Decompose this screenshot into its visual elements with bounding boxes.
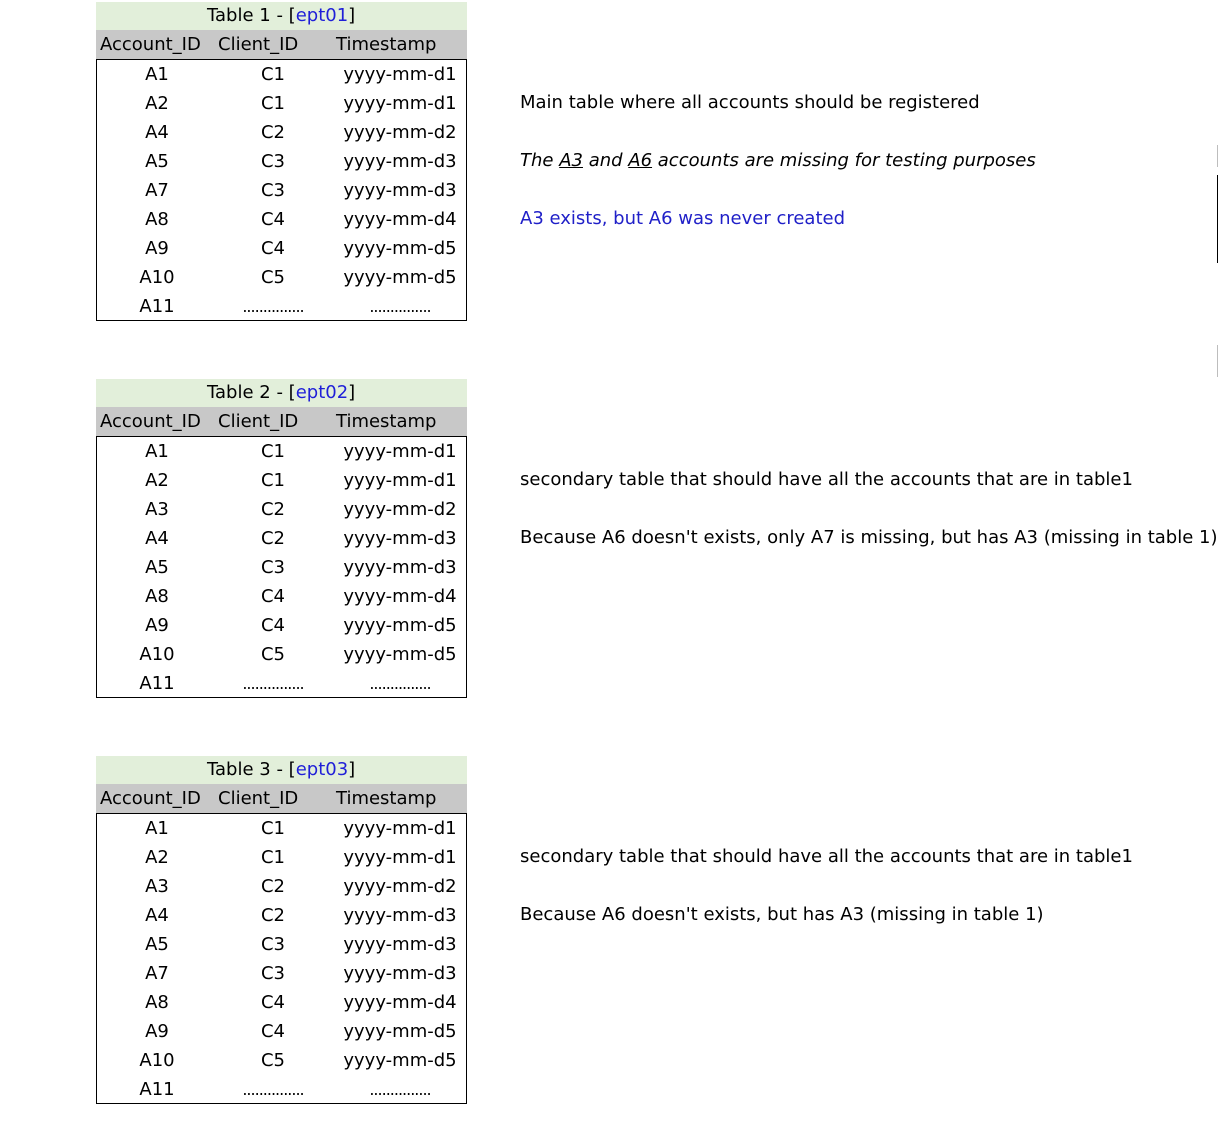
note-table3-because: Because A6 doesn't exists, but has A3 (missing in table 1) [520,904,1044,925]
cell-client-id: C5 [260,1050,286,1071]
table-row [97,147,466,176]
cell-client-id: C3 [260,557,286,578]
cell-account-id: A10 [139,1050,175,1071]
cell-timestamp: yyyy-mm-d3 [343,905,457,926]
table-row [97,205,466,234]
cell-account-id: A5 [145,557,169,578]
cell-account-id: A8 [145,992,169,1013]
table-row [97,437,466,466]
cell-account-id: A11 [139,1079,175,1100]
cell-timestamp: yyyy-mm-d1 [343,847,457,868]
cell-account-id: A10 [139,267,175,288]
cell-account-id: A3 [145,499,169,520]
table-3 [96,756,467,1104]
cell-timestamp: yyyy-mm-d2 [343,122,457,143]
edge-divider [1217,175,1218,263]
cell-account-id: A11 [139,296,175,317]
table-row [97,1075,466,1104]
cell-account-id: A1 [145,64,169,85]
table-row [97,60,466,89]
cell-timestamp: yyyy-mm-d3 [343,151,457,172]
cell-timestamp: yyyy-mm-d5 [343,238,457,259]
table-row [97,959,466,988]
table-2 [96,379,467,698]
table-title [96,756,467,784]
cell-timestamp: yyyy-mm-d3 [343,180,457,201]
cell-client-id: C3 [260,180,286,201]
note-table1-main: Main table where all accounts should be registered [520,92,980,113]
cell-client-id: C2 [260,499,286,520]
cell-timestamp: yyyy-mm-d4 [343,586,457,607]
cell-client-id: C4 [260,586,286,607]
cell-client-id: ............... [242,1080,304,1099]
cell-account-id: A7 [145,180,169,201]
table-row [97,263,466,292]
cell-timestamp: yyyy-mm-d3 [343,528,457,549]
cell-timestamp: yyyy-mm-d1 [343,470,457,491]
table-row [97,524,466,553]
cell-client-id: C2 [260,528,286,549]
cell-account-id: A10 [139,644,175,665]
cell-client-id: C3 [260,151,286,172]
cell-timestamp: yyyy-mm-d1 [343,93,457,114]
note-table2-because: Because A6 doesn't exists, only A7 is missing, but has A3 (missing in table 1) [520,527,1218,548]
cell-timestamp: yyyy-mm-d4 [343,992,457,1013]
cell-account-id: A11 [139,673,175,694]
table-title-text: Table 2 - [ept02] [207,382,356,403]
table-row [97,1017,466,1046]
header-account-id: Account_ID [100,34,201,55]
cell-account-id: A1 [145,441,169,462]
cell-timestamp: yyyy-mm-d2 [343,499,457,520]
cell-account-id: A1 [145,818,169,839]
header-client-id: Client_ID [218,788,299,809]
cell-timestamp: yyyy-mm-d5 [343,615,457,636]
table-1 [96,2,467,321]
cell-client-id: C2 [260,876,286,897]
cell-timestamp: yyyy-mm-d2 [343,876,457,897]
edge-divider [1217,145,1218,167]
cell-client-id: C1 [260,470,286,491]
table-title [96,379,467,407]
cell-client-id: C4 [260,209,286,230]
cell-client-id: ............... [242,674,304,693]
cell-account-id: A2 [145,847,169,868]
header-client-id: Client_ID [218,34,299,55]
cell-client-id: C5 [260,644,286,665]
table-row [97,1046,466,1075]
header-account-id: Account_ID [100,411,201,432]
cell-account-id: A9 [145,238,169,259]
cell-timestamp: yyyy-mm-d3 [343,963,457,984]
table-row [97,988,466,1017]
table-row [97,930,466,959]
cell-client-id: C4 [260,238,286,259]
note-account-a3: A3 [559,150,583,171]
table-row [97,466,466,495]
cell-timestamp: ............... [369,674,431,693]
table-row [97,640,466,669]
table-row [97,582,466,611]
cell-client-id: C5 [260,267,286,288]
note-table1-missing: The A3 and A6 accounts are missing for testing purposes [520,150,1036,171]
table-header [96,784,467,813]
cell-account-id: A8 [145,586,169,607]
cell-client-id: C1 [260,441,286,462]
header-client-id: Client_ID [218,411,299,432]
table-row [97,553,466,582]
header-timestamp: Timestamp [336,411,437,432]
note-table1-exists: A3 exists, but A6 was never created [520,208,846,229]
table-header [96,30,467,59]
header-account-id: Account_ID [100,788,201,809]
table-row [97,118,466,147]
cell-client-id: C1 [260,847,286,868]
cell-client-id: C1 [260,93,286,114]
header-timestamp: Timestamp [336,788,437,809]
cell-timestamp: yyyy-mm-d5 [343,1021,457,1042]
table-row [97,872,466,901]
table-row [97,495,466,524]
note-account-a6: A6 [628,150,653,171]
cell-account-id: A5 [145,934,169,955]
cell-client-id: C2 [260,905,286,926]
cell-account-id: A4 [145,905,169,926]
cell-account-id: A9 [145,1021,169,1042]
table-row [97,89,466,118]
table-name: ept03 [295,759,349,780]
cell-account-id: A5 [145,151,169,172]
header-timestamp: Timestamp [336,34,437,55]
cell-account-id: A4 [145,122,169,143]
cell-account-id: A8 [145,209,169,230]
table-row [97,292,466,321]
note-table3-secondary: secondary table that should have all the accounts that are in table1 [520,846,1133,867]
cell-timestamp: yyyy-mm-d5 [343,644,457,665]
cell-timestamp: yyyy-mm-d3 [343,934,457,955]
table-header [96,407,467,436]
cell-client-id: C4 [260,615,286,636]
cell-timestamp: yyyy-mm-d1 [343,441,457,462]
table-name: ept02 [295,382,349,403]
table-row [97,901,466,930]
table-row [97,234,466,263]
cell-timestamp: ............... [369,1080,431,1099]
table-body [96,813,467,1104]
cell-timestamp: yyyy-mm-d1 [343,818,457,839]
table-row [97,669,466,698]
cell-client-id: C3 [260,963,286,984]
table-title-text: Table 3 - [ept03] [207,759,356,780]
cell-timestamp: yyyy-mm-d5 [343,267,457,288]
cell-client-id: C2 [260,122,286,143]
cell-client-id: C1 [260,818,286,839]
cell-client-id: C4 [260,1021,286,1042]
cell-account-id: A4 [145,528,169,549]
cell-timestamp: yyyy-mm-d5 [343,1050,457,1071]
table-title [96,2,467,30]
cell-account-id: A7 [145,963,169,984]
cell-account-id: A2 [145,470,169,491]
cell-client-id: ............... [242,297,304,316]
table-row [97,611,466,640]
note-table2-secondary: secondary table that should have all the accounts that are in table1 [520,469,1133,490]
cell-client-id: C1 [260,64,286,85]
cell-timestamp: yyyy-mm-d4 [343,209,457,230]
edge-divider [1217,345,1218,377]
table-row [97,843,466,872]
table-row [97,814,466,843]
cell-client-id: C4 [260,992,286,1013]
cell-timestamp: yyyy-mm-d1 [343,64,457,85]
table-body [96,436,467,698]
cell-timestamp: ............... [369,297,431,316]
cell-client-id: C3 [260,934,286,955]
table-title-text: Table 1 - [ept01] [207,5,356,26]
cell-account-id: A9 [145,615,169,636]
table-row [97,176,466,205]
cell-account-id: A2 [145,93,169,114]
cell-account-id: A3 [145,876,169,897]
cell-timestamp: yyyy-mm-d3 [343,557,457,578]
table-body [96,59,467,321]
table-name: ept01 [295,5,349,26]
